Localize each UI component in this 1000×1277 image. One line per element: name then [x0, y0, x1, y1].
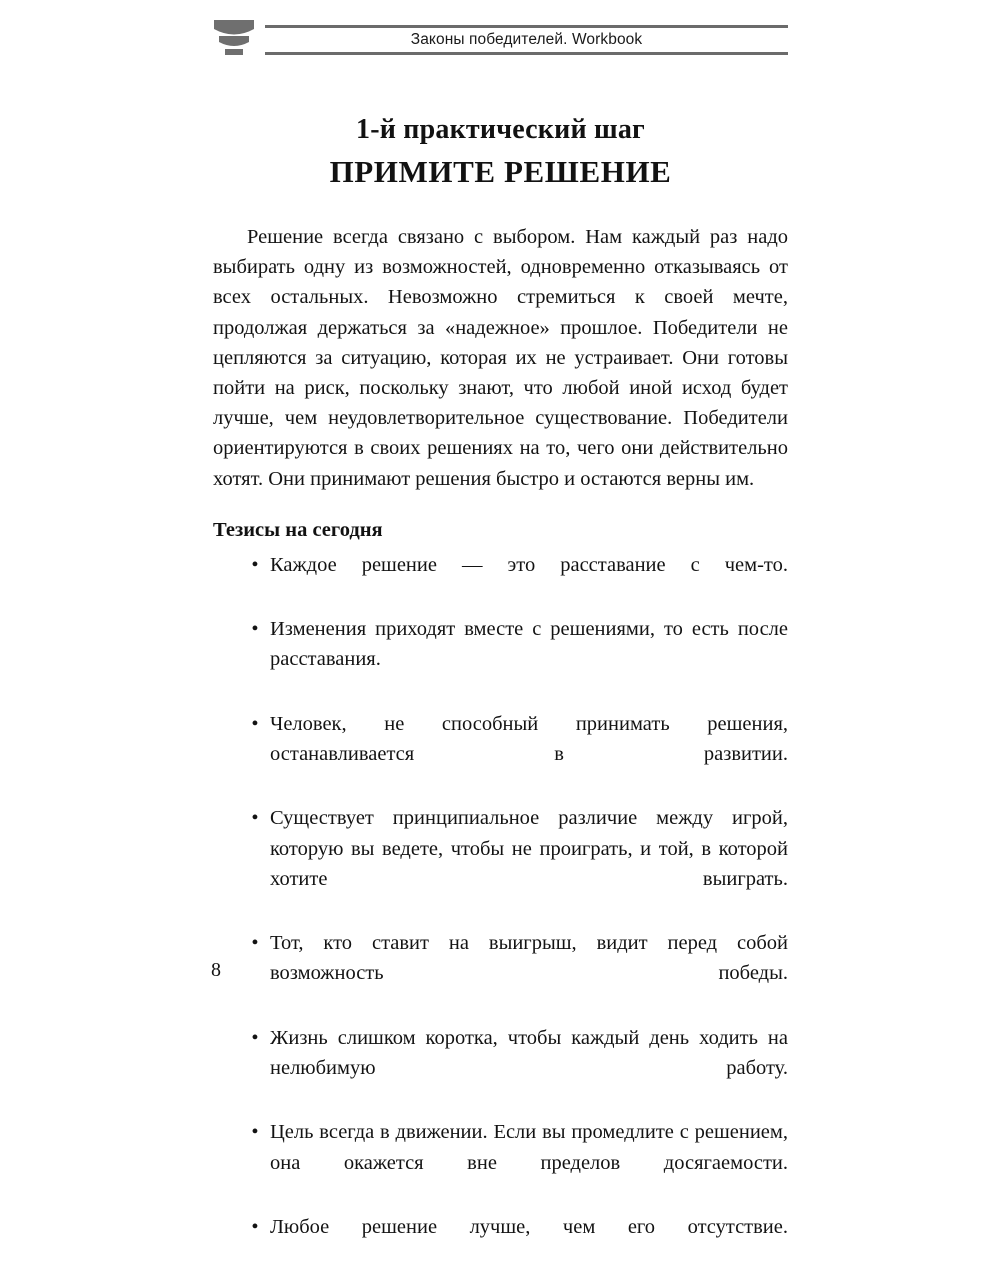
bullet-icon: • [251, 932, 259, 955]
list-item-text: Каждое решение — это расставание с чем-то. [270, 553, 788, 576]
bullet-icon: • [251, 1026, 259, 1049]
list-item-text: Изменения приходят вместе с решениями, то есть после расставания. [270, 618, 788, 671]
list-item [213, 928, 788, 1019]
intro-paragraph: Решение всегда связано с выбором. Нам каждый раз надо выбирать одну из возможностей, одновременно отказываясь от всех остальных. Невозможно стремиться к своей мечте, продолжая держаться за «надежное» прошлое. Победители не цепляются за ситуацию, которая их не устраивает. Они готовы пойти на риск, поскольку знают, что любой иной исход будет лучше, чем неудовлетворительное существование. Победители ориентируются в своих решениях на то, чего они действительно хотят. Они принимают решения быстро и остаются верны им. [213, 226, 788, 490]
list-item-text: Жизнь слишком коротка, чтобы каждый день ходить на нелюбимую работу. [270, 1026, 788, 1080]
page-title: ПРИМИТЕ РЕШЕНИЕ [329, 154, 672, 189]
list-item [213, 614, 788, 705]
running-head-rules [265, 14, 788, 60]
list-item [213, 803, 788, 924]
list-item [213, 709, 788, 800]
head-rule-bottom [265, 52, 788, 55]
list-item [213, 1117, 788, 1208]
bullet-icon: • [251, 1121, 259, 1144]
bullet-icon: • [251, 618, 259, 641]
bullet-icon: • [251, 712, 259, 735]
step-label: 1-й практический шаг [356, 114, 645, 145]
head-rule-top [265, 25, 788, 28]
list-item-text: Цель всегда в движении. Если вы промедлите с решением, она окажется вне пределов досягаемости. [270, 1121, 788, 1174]
page-number: 8 [211, 959, 221, 981]
list-item-text: Любое решение лучше, чем его отсутствие. [270, 1216, 788, 1239]
bullet-icon: • [251, 1216, 259, 1239]
list-item-text: Тот, кто ставит на выигрыш, видит перед собой возможность победы. [270, 932, 788, 985]
chapter-heading-block [213, 112, 788, 192]
list-item [213, 550, 788, 610]
list-item [213, 1212, 788, 1272]
list-item-text: Существует принципиальное различие между игрой, которую вы ведете, чтобы не проиграть, и той, в которой хотите выиграть. [270, 807, 788, 890]
bullet-icon: • [251, 553, 259, 576]
stacked-tiers-logo-icon [212, 16, 256, 58]
list-item [213, 1023, 788, 1114]
list-item-text: Человек, не способный принимать решения, останавливается в развитии. [270, 712, 788, 766]
theses-list [213, 550, 788, 1273]
section-subheading: Тезисы на сегодня [213, 518, 383, 541]
running-head-title: Законы победителей. Workbook [410, 31, 643, 48]
body-column [213, 222, 788, 1277]
running-head [212, 14, 788, 60]
bullet-icon: • [251, 807, 259, 830]
